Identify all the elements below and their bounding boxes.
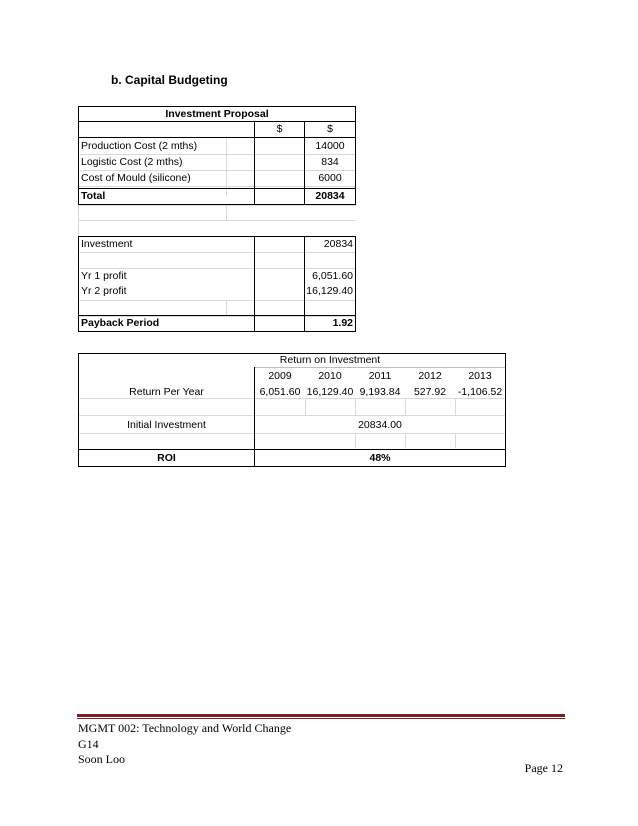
footer-rule-thin — [77, 718, 565, 719]
footer-group: G14 — [78, 737, 99, 751]
yr1-profit-value: 6,051.60 — [312, 270, 353, 282]
footer-rule — [77, 714, 565, 717]
return-2011: 9,193.84 — [359, 386, 401, 398]
proposal-title: Investment Proposal — [165, 108, 269, 120]
section-heading: b. Capital Budgeting — [111, 73, 228, 87]
return-2009: 6,051.60 — [259, 386, 301, 398]
cost-value-logistic: 834 — [321, 156, 339, 168]
return-per-year-label: Return Per Year — [129, 386, 204, 398]
return-2012: 527.92 — [413, 386, 447, 398]
currency-header-a: $ — [276, 123, 283, 135]
yr1-profit-label: Yr 1 profit — [81, 270, 127, 282]
yr2-profit-label: Yr 2 profit — [81, 285, 127, 297]
year-2013: 2013 — [468, 370, 492, 382]
roi-value: 48% — [369, 452, 391, 464]
investment-proposal-table — [78, 106, 356, 332]
initial-investment-label: Initial Investment — [127, 419, 206, 431]
cost-label-mould: Cost of Mould (silicone) — [81, 172, 191, 184]
roi-title: Return on Investment — [279, 354, 381, 366]
year-2011: 2011 — [368, 370, 392, 382]
cost-value-production: 14000 — [315, 140, 345, 152]
cost-label-production: Production Cost (2 mths) — [81, 140, 198, 152]
payback-period-label: Payback Period — [81, 317, 160, 329]
year-2012: 2012 — [418, 370, 442, 382]
return-2010: 16,129.40 — [306, 386, 354, 398]
year-2010: 2010 — [318, 370, 342, 382]
cost-label-logistic: Logistic Cost (2 mths) — [81, 156, 183, 168]
total-label: Total — [81, 190, 106, 202]
year-2009: 2009 — [268, 370, 292, 382]
investment-label: Investment — [81, 238, 133, 250]
footer-course: MGMT 002: Technology and World Change — [78, 721, 292, 735]
page-number: Page 12 — [524, 761, 563, 775]
initial-investment-value: 20834.00 — [358, 419, 402, 431]
roi-table — [78, 353, 506, 467]
investment-value: 20834 — [323, 238, 353, 250]
roi-label: ROI — [157, 452, 176, 464]
currency-header-b: $ — [327, 123, 333, 135]
payback-period-value: 1.92 — [332, 317, 353, 329]
total-value: 20834 — [315, 190, 345, 202]
cost-value-mould: 6000 — [318, 172, 342, 184]
footer-author: Soon Loo — [78, 752, 126, 766]
return-2013: -1,106.52 — [457, 386, 503, 398]
yr2-profit-value: 16,129.40 — [306, 285, 353, 297]
